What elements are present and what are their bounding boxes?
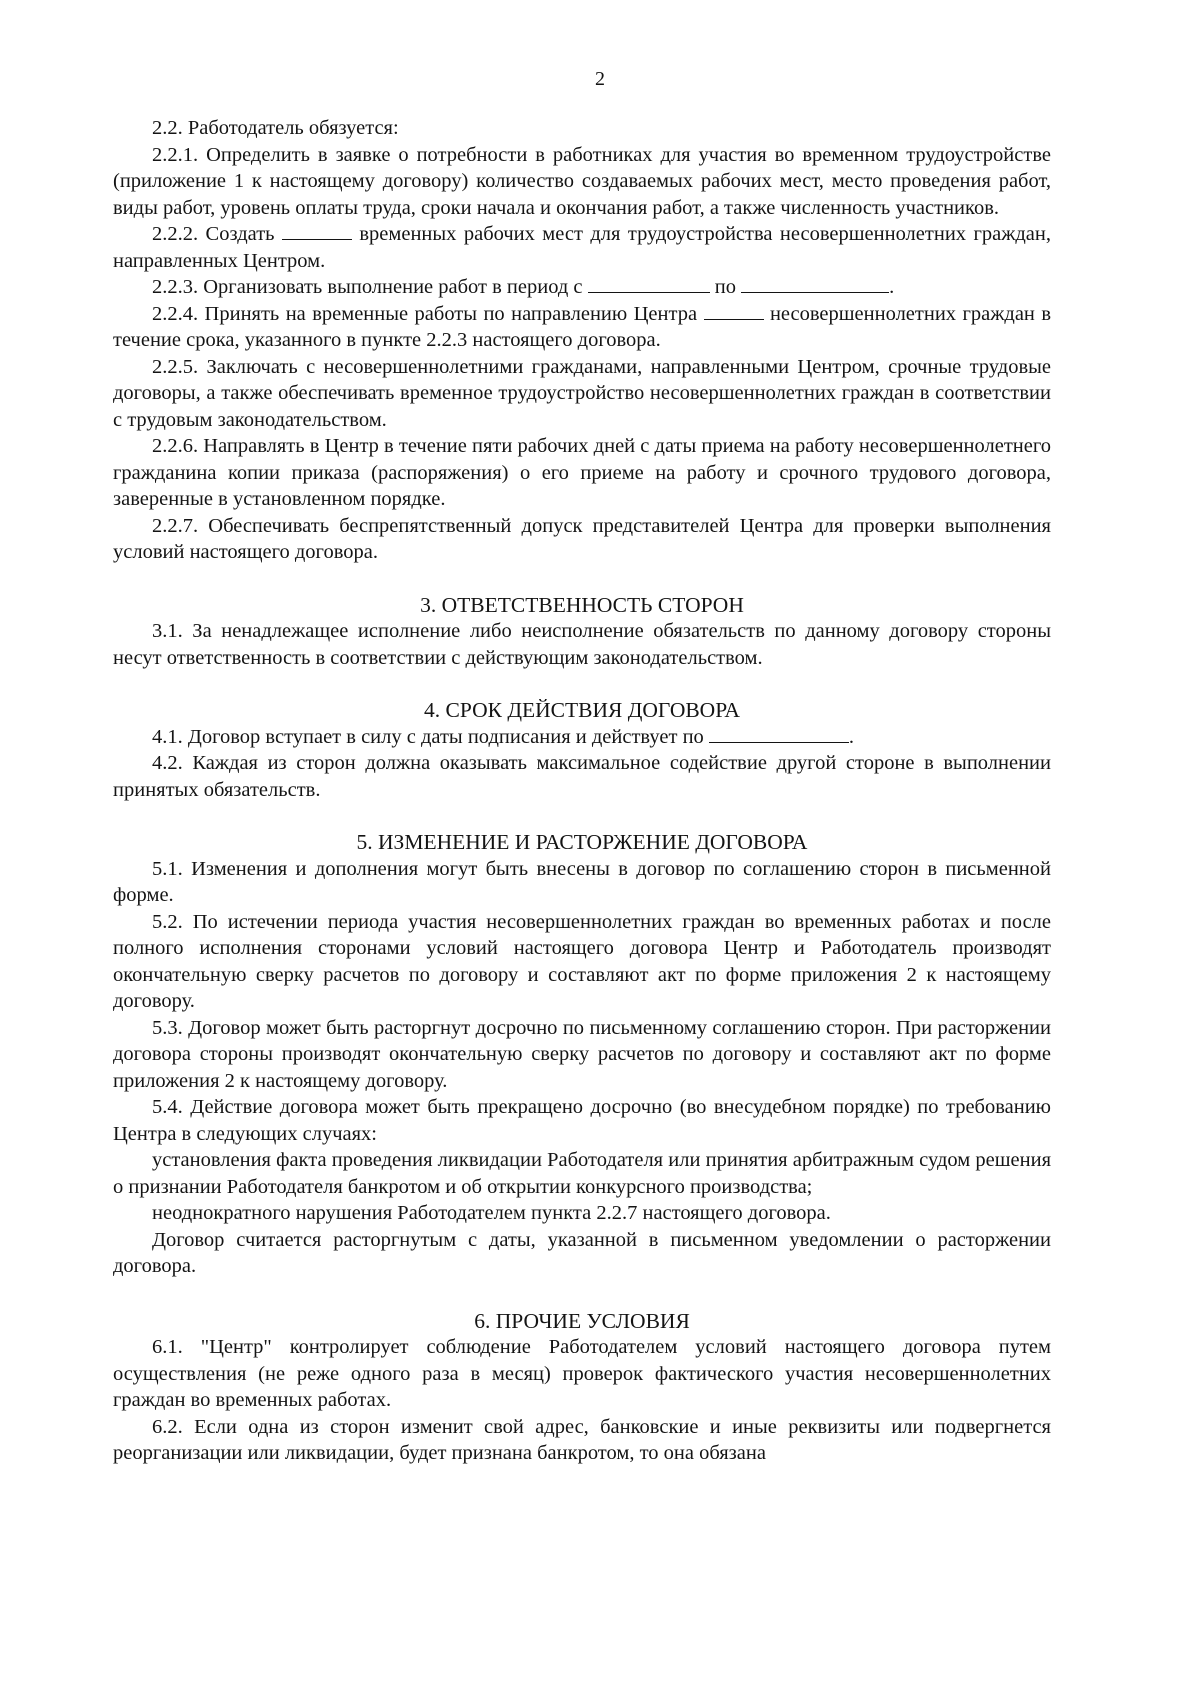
clause-2-2-4-start: 2.2.4. Принять на временные работы по направлению Центра bbox=[152, 302, 698, 325]
section-4 bbox=[113, 697, 1051, 803]
blank-field-jobs-count bbox=[282, 221, 352, 240]
clause-5-termination-note: Договор считается расторгнутым с даты, указанной в письменном уведомлении о расторжении договора. bbox=[113, 1228, 1051, 1277]
page-number: 2 bbox=[595, 68, 605, 90]
section-3 bbox=[113, 592, 1051, 672]
section-2-2 bbox=[113, 115, 1051, 566]
section-3-heading: 3. ОТВЕТСТВЕННОСТЬ СТОРОН bbox=[420, 592, 744, 617]
clause-4-1-start: 4.1. Договор вступает в силу с даты подписания и действует по bbox=[152, 725, 704, 748]
clause-2-2-5: 2.2.5. Заключать с несовершеннолетними гражданами, направленными Центром, срочные трудовые договоры, а также обеспечивать временное трудоустройство несовершеннолетних граждан в соответствии с трудовым законодательством. bbox=[113, 355, 1051, 431]
clause-2-2-3-end: . bbox=[889, 276, 895, 298]
section-6 bbox=[113, 1308, 1051, 1467]
document-body bbox=[113, 115, 1051, 1467]
section-6-heading: 6. ПРОЧИЕ УСЛОВИЯ bbox=[474, 1308, 690, 1333]
clause-2-2-4-end: несовершеннолетних граждан в течение срока, указанного в пункте 2.2.3 настоящего договора. bbox=[113, 302, 1052, 351]
clause-4-1-end: . bbox=[848, 725, 855, 748]
clause-2-2-7: 2.2.7. Обеспечивать беспрепятственный допуск представителей Центра для проверки выполнения условий настоящего договора. bbox=[113, 514, 1051, 563]
section-5-heading: 5. ИЗМЕНЕНИЕ И РАСТОРЖЕНИЕ ДОГОВОРА bbox=[356, 830, 808, 854]
clause-5-2: 5.2. По истечении периода участия несовершеннолетних граждан во временных работах и после полного исполнения сторонами условий настоящего договора Центр и Работодатель производят окончательную сверку расчетов по договору и составляют акт по форме приложения 2 к настоящему договору. bbox=[113, 910, 1051, 1012]
section-4-heading: 4. СРОК ДЕЙСТВИЯ ДОГОВОРА bbox=[424, 698, 740, 722]
clause-3-1: 3.1. За ненадлежащее исполнение либо неисполнение обязательств по данному договору стороны несут ответственность в соответствии с действующим законодательством. bbox=[113, 620, 1051, 669]
clause-5-4-case-1: установления факта проведения ликвидации Работодателя или принятия арбитражным судом решения о признании Работодателя банкротом и об открытии конкурсного производства; bbox=[113, 1149, 1051, 1198]
clause-5-3: 5.3. Договор может быть расторгнут досрочно по письменному соглашению сторон. При расторжении договора стороны производят окончательную сверку расчетов по договору и составляют акт по форме приложения 2 к настоящему договору. bbox=[113, 1016, 1051, 1092]
clause-2-2-2 bbox=[113, 221, 1051, 274]
blank-field-period-from bbox=[588, 274, 710, 293]
clause-5-1: 5.1. Изменения и дополнения могут быть внесены в договор по соглашению сторон в письменной форме. bbox=[113, 857, 1051, 906]
clause-4-1 bbox=[113, 724, 1051, 751]
clause-2-2-3 bbox=[113, 274, 1051, 301]
clause-5-4: 5.4. Действие договора может быть прекращено досрочно (во внесудебном порядке) по требованию Центра в следующих случаях: bbox=[113, 1096, 1051, 1145]
clause-2-2-4 bbox=[113, 301, 1051, 354]
clause-2-2-2-start: 2.2.2. Создать bbox=[152, 223, 275, 245]
clause-5-4-case-2: неоднократного нарушения Работодателем пункта 2.2.7 настоящего договора. bbox=[152, 1202, 831, 1224]
clause-2-2-title: 2.2. Работодатель обязуется: bbox=[152, 117, 399, 139]
clause-4-2: 4.2. Каждая из сторон должна оказывать максимальное содействие другой стороне в выполнении принятых обязательств. bbox=[113, 752, 1051, 801]
clause-2-2-2-end: временных рабочих мест для трудоустройства несовершеннолетних граждан, направленных Центром. bbox=[113, 223, 1052, 272]
clause-2-2-1: 2.2.1. Определить в заявке о потребности в работниках для участия во временном трудоустройстве (приложение 1 к настоящему договору) количество создаваемых рабочих мест, место проведения работ, виды работ, уровень оплаты труда, сроки начала и окончания работ, а также численность участников. bbox=[113, 143, 1051, 219]
clause-6-1: 6.1. "Центр" контролирует соблюдение Работодателем условий настоящего договора путем осуществления (не реже одного раза в месяц) проверок фактического участия несовершеннолетних граждан во временных работах. bbox=[113, 1336, 1051, 1411]
clause-2-2-3-mid: по bbox=[714, 276, 736, 298]
clause-6-2: 6.2. Если одна из сторон изменит свой адрес, банковские и иные реквизиты или подвергнется реорганизации или ликвидации, будет признана банкротом, то она обязана bbox=[113, 1415, 1051, 1464]
clause-2-2-3-start: 2.2.3. Организовать выполнение работ в период с bbox=[152, 276, 583, 298]
section-5 bbox=[113, 829, 1051, 1280]
blank-field-workers-count bbox=[704, 301, 764, 320]
clause-2-2-6: 2.2.6. Направлять в Центр в течение пяти рабочих дней с даты приема на работу несовершеннолетнего гражданина копии приказа (распоряжения) о его приеме на работу и срочного трудового договора, заверенные в установленном порядке. bbox=[113, 435, 1051, 510]
blank-field-period-to bbox=[741, 274, 889, 293]
blank-field-valid-until bbox=[709, 724, 849, 743]
